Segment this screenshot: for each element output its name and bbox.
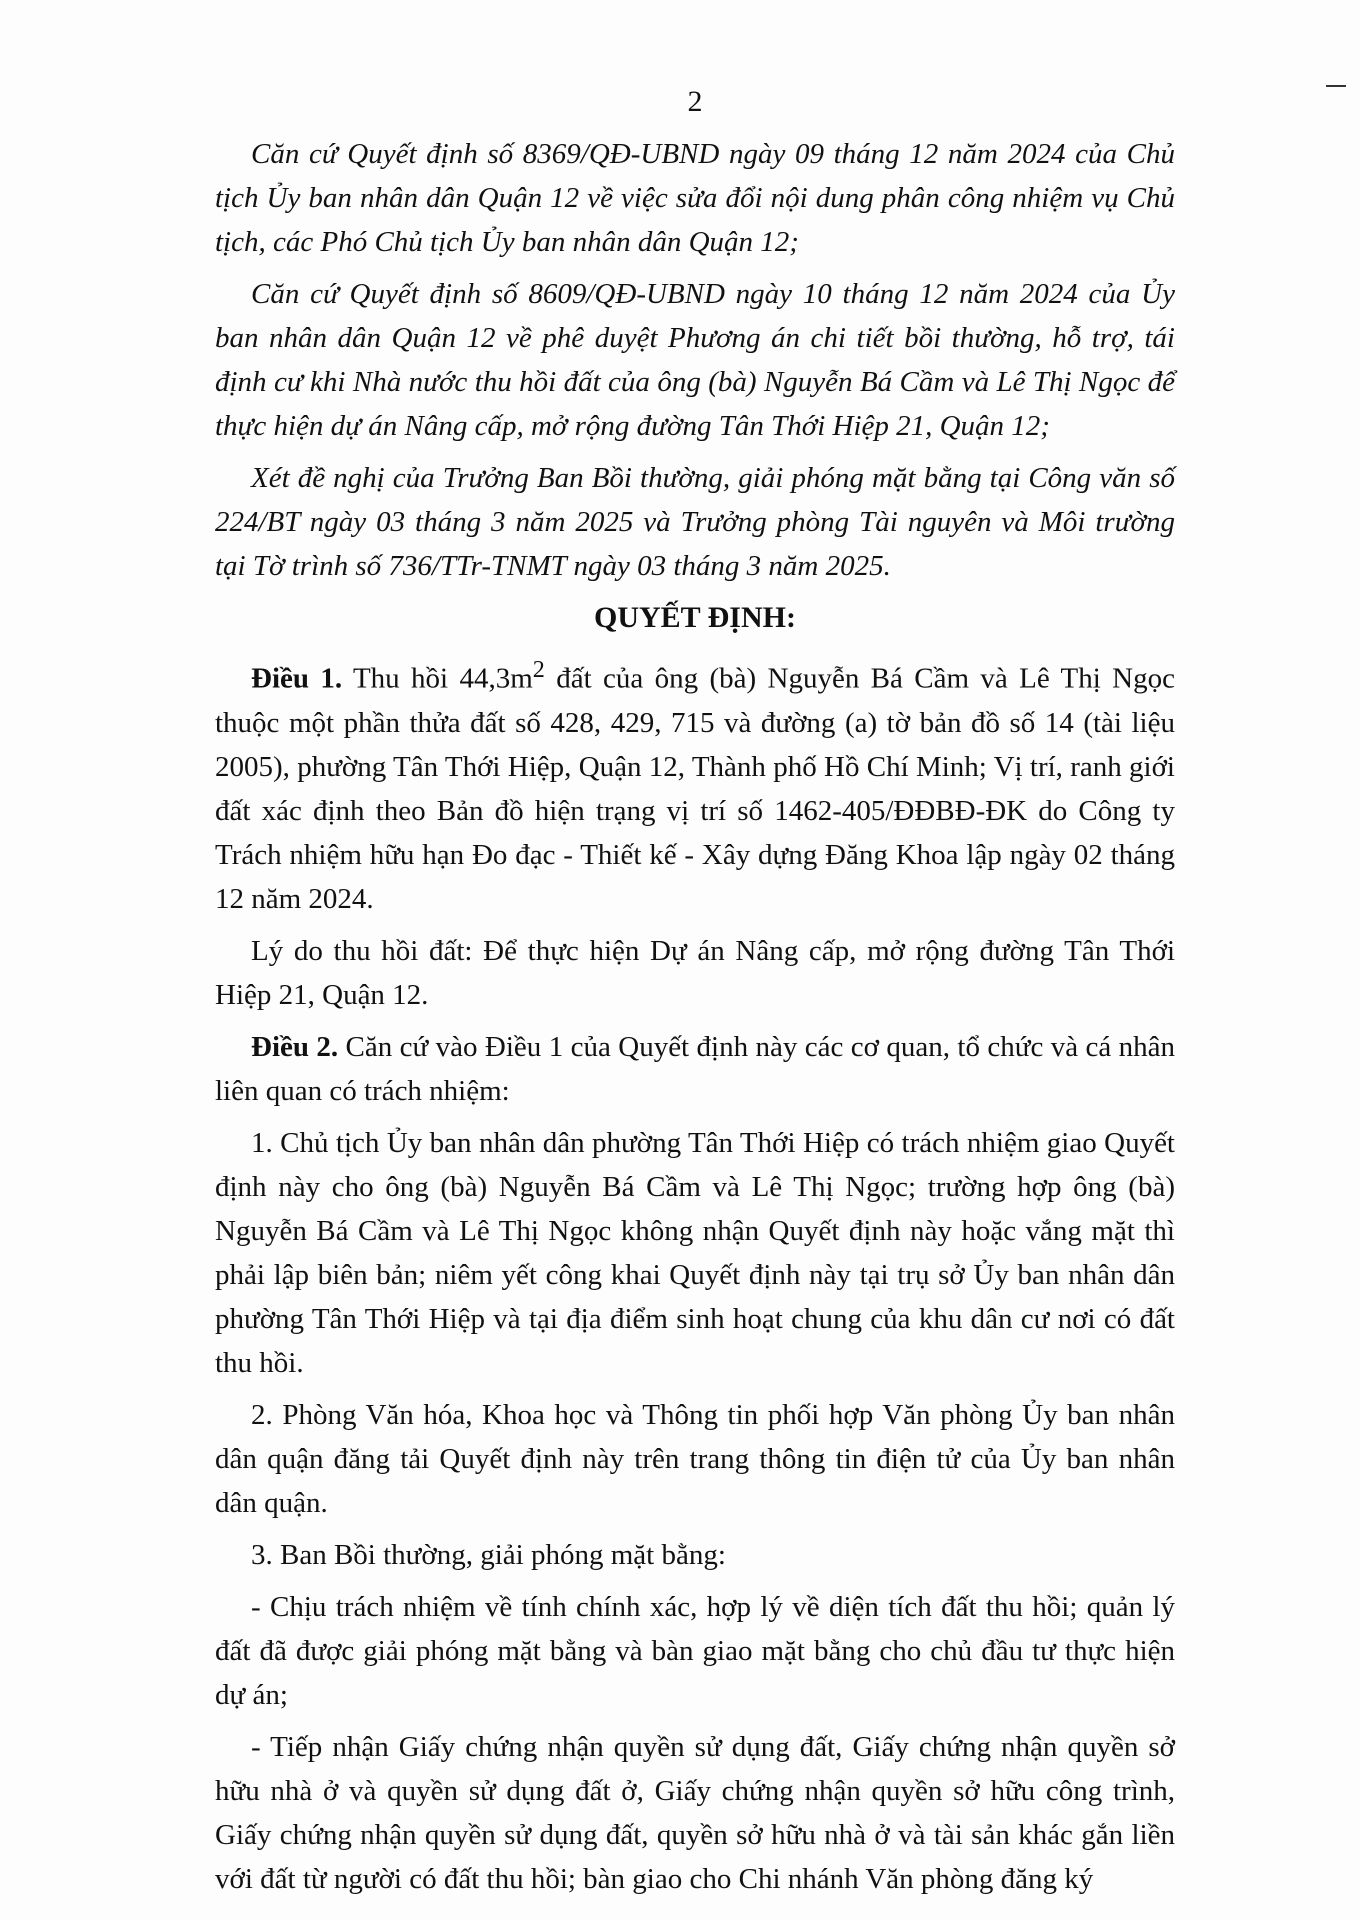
article-1-reason: Lý do thu hồi đất: Để thực hiện Dự án Nâng cấp, mở rộng đường Tân Thới Hiệp 21, Quận 12. [215, 934, 1175, 1011]
article-2-item: - Chịu trách nhiệm về tính chính xác, hợp lý về diện tích đất thu hồi; quản lý đất đã được giải phóng mặt bằng và bàn giao mặt bằng cho chủ đầu tư thực hiện dự án; [215, 1590, 1175, 1711]
preamble-paragraph: Xét đề nghị của Trưởng Ban Bồi thường, giải phóng mặt bằng tại Công văn số 224/BT ngày 03 tháng 3 năm 2025 và Trưởng phòng Tài nguyên và Môi trường tại Tờ trình số 736/TTr-TNMT ngày 03 tháng 3 năm 2025. [215, 462, 1175, 582]
preamble [215, 132, 1175, 588]
decision-heading: QUYẾT ĐỊNH: [594, 601, 796, 634]
article-2-intro: Căn cứ vào Điều 1 của Quyết định này các cơ quan, tổ chức và cá nhân liên quan có trách nhiệm: [215, 1030, 1175, 1107]
article-2-item: 2. Phòng Văn hóa, Khoa học và Thông tin phối hợp Văn phòng Ủy ban nhân dân quận đăng tải Quyết định này trên trang thông tin điện tử của Ủy ban nhân dân quận. [215, 1398, 1175, 1519]
scan-mark [1326, 84, 1346, 88]
document-body [215, 80, 1175, 1909]
article-1-label: Điều 1. [251, 662, 343, 695]
article-2 [215, 1025, 1175, 1113]
preamble-paragraph: Căn cứ Quyết định số 8609/QĐ-UBND ngày 10 tháng 12 năm 2024 của Ủy ban nhân dân Quận 12 về phê duyệt Phương án chi tiết bồi thường, hỗ trợ, tái định cư khi Nhà nước thu hồi đất của ông (bà) Nguyễn Bá Cầm và Lê Thị Ngọc để thực hiện dự án Nâng cấp, mở rộng đường Tân Thới Hiệp 21, Quận 12; [215, 278, 1175, 442]
article-1-text-b: đất của ông (bà) Nguyễn Bá Cầm và Lê Thị Ngọc thuộc một phần thửa đất số 428, 429, 715 và đường (a) tờ bản đồ số 14 (tài liệu 2005), phường Tân Thới Hiệp, Quận 12, Thành phố Hồ Chí Minh; Vị trí, ranh giới đất xác định theo Bản đồ hiện trạng vị trí số 1462-405/ĐĐBĐ-ĐK do Công ty Trách nhiệm hữu hạn Đo đạc - Thiết kế - Xây dựng Đăng Khoa lập ngày 02 tháng 12 năm 2024. [215, 662, 1175, 915]
article-2-label: Điều 2. [251, 1030, 339, 1063]
article-1-text-a: Thu hồi 44,3m [342, 662, 533, 695]
page-number: 2 [687, 85, 703, 118]
preamble-paragraph: Căn cứ Quyết định số 8369/QĐ-UBND ngày 09 tháng 12 năm 2024 của Chủ tịch Ủy ban nhân dân Quận 12 về việc sửa đổi nội dung phân công nhiệm vụ Chủ tịch, các Phó Chủ tịch Ủy ban nhân dân Quận 12; [215, 138, 1175, 258]
article-2-item: 1. Chủ tịch Ủy ban nhân dân phường Tân Thới Hiệp có trách nhiệm giao Quyết định này cho ông (bà) Nguyễn Bá Cầm và Lê Thị Ngọc; trường hợp ông (bà) Nguyễn Bá Cầm và Lê Thị Ngọc không nhận Quyết định này hoặc vắng mặt thì phải lập biên bản; niêm yết công khai Quyết định này tại trụ sở Ủy ban nhân dân phường Tân Thới Hiệp và tại địa điểm sinh hoạt chung của khu dân cư nơi có đất thu hồi. [215, 1126, 1175, 1379]
article-2-item: 3. Ban Bồi thường, giải phóng mặt bằng: [251, 1538, 726, 1571]
article-1-sup: 2 [532, 656, 545, 683]
article-2-item: - Tiếp nhận Giấy chứng nhận quyền sử dụng đất, Giấy chứng nhận quyền sở hữu nhà ở và quyền sử dụng đất ở, Giấy chứng nhận quyền sở hữu công trình, Giấy chứng nhận quyền sử dụng đất, quyền sở hữu nhà ở và tài sản khác gắn liền với đất từ người có đất thu hồi; bàn giao cho Chi nhánh Văn phòng đăng ký [215, 1730, 1175, 1895]
article-1 [215, 648, 1175, 921]
